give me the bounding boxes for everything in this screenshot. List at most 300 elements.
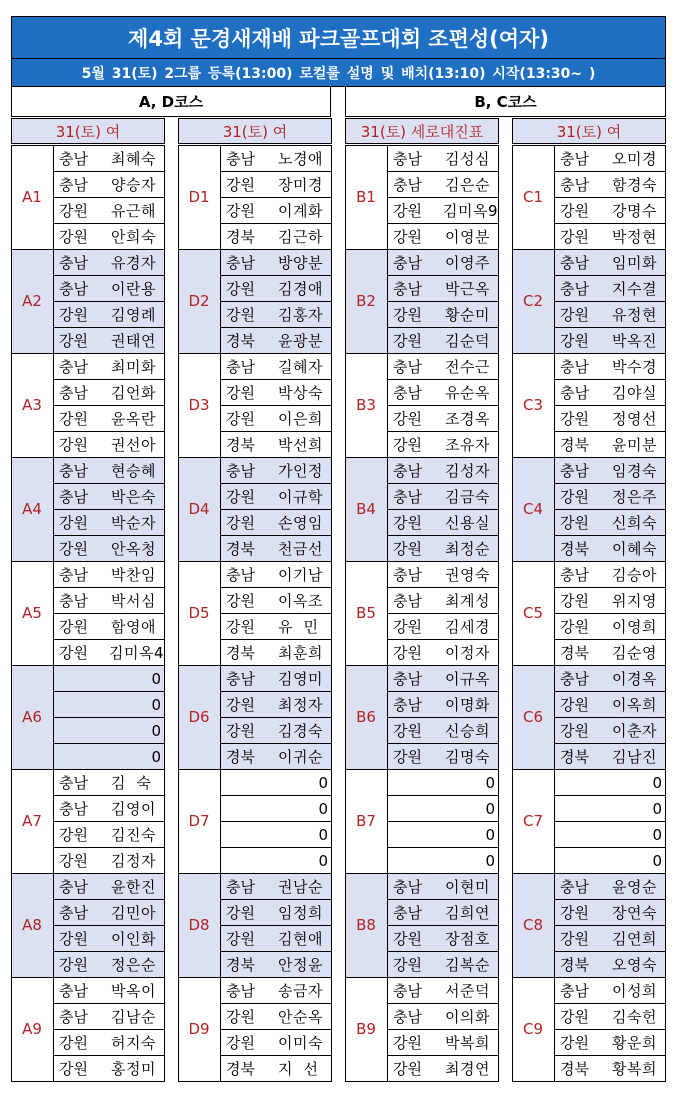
player-region: 강원: [560, 488, 589, 506]
player-cell[interactable]: [53, 275, 165, 302]
player-cell[interactable]: [220, 379, 332, 406]
player-cell[interactable]: [220, 249, 332, 276]
player-region: 강원: [560, 618, 589, 636]
player-cell[interactable]: [554, 1003, 666, 1030]
player-name: 김희연: [445, 904, 490, 922]
player-name: 박찬임: [111, 566, 156, 584]
player-cell[interactable]: [554, 405, 666, 432]
player-cell[interactable]: [220, 977, 332, 1004]
player-name: 김근하: [278, 228, 323, 246]
page-title: 제4회 문경새재배 파크골프대회 조편성(여자): [11, 16, 666, 59]
group-label: C2: [522, 292, 544, 310]
player-name: 신용실: [445, 514, 490, 532]
player-region: 충남: [59, 904, 88, 922]
player-cell[interactable]: [387, 457, 499, 484]
player-region: 충남: [59, 462, 88, 480]
player-cell[interactable]: [53, 795, 165, 822]
player-name: 강명수: [612, 202, 657, 220]
group-label: B7: [356, 812, 376, 830]
player-name: 안순옥: [278, 1008, 323, 1026]
player-region: 강원: [226, 696, 255, 714]
player-cell[interactable]: [387, 899, 499, 926]
player-region: 강원: [226, 722, 255, 740]
player-cell[interactable]: [554, 483, 666, 510]
player-region: 충남: [226, 150, 255, 168]
player-region: 충남: [393, 280, 422, 298]
player-name: 황운희: [612, 1034, 657, 1052]
player-cell[interactable]: [220, 509, 332, 536]
player-cell[interactable]: [53, 483, 165, 510]
player-cell[interactable]: [387, 951, 499, 978]
player-cell[interactable]: [387, 275, 499, 302]
player-name: 윤한진: [111, 878, 156, 896]
player-region: 강원: [59, 410, 88, 428]
player-region: 충남: [560, 150, 589, 168]
player-cell[interactable]: [387, 223, 499, 250]
player-cell[interactable]: [220, 145, 332, 172]
player-region: 충남: [393, 176, 422, 194]
player-cell[interactable]: [53, 561, 165, 588]
player-cell[interactable]: [220, 899, 332, 926]
player-cell[interactable]: [554, 561, 666, 588]
player-cell[interactable]: [220, 743, 332, 770]
player-name: 김야실: [612, 384, 657, 402]
player-region: 강원: [560, 1034, 589, 1052]
player-name: 이영분: [445, 228, 490, 246]
player-region: 강원: [393, 618, 422, 636]
player-name: 안정윤: [278, 956, 323, 974]
player-cell[interactable]: [53, 613, 165, 640]
player-cell[interactable]: [53, 145, 165, 172]
player-name: 황순미: [445, 306, 490, 324]
player-cell[interactable]: [53, 639, 165, 666]
player-cell[interactable]: [53, 951, 165, 978]
player-region: 강원: [560, 410, 589, 428]
player-region: 충남: [560, 280, 589, 298]
player-region: 충남: [393, 878, 422, 896]
player-name: 권영숙: [445, 566, 490, 584]
player-cell[interactable]: [53, 535, 165, 562]
player-cell[interactable]: [554, 665, 666, 692]
player-name: 김남순: [111, 1008, 156, 1026]
group-label: D3: [188, 396, 210, 414]
player-region: 경북: [226, 748, 255, 766]
player-cell[interactable]: [220, 405, 332, 432]
player-cell[interactable]: [387, 691, 499, 718]
player-cell[interactable]: [387, 301, 499, 328]
player-cell[interactable]: [53, 587, 165, 614]
player-cell[interactable]: [53, 509, 165, 536]
player-cell[interactable]: [387, 431, 499, 458]
player-cell[interactable]: [220, 587, 332, 614]
empty-slot-value: 0: [151, 747, 161, 766]
player-region: 강원: [59, 644, 88, 662]
group-label: C5: [522, 604, 544, 622]
player-name: 유정현: [612, 306, 657, 324]
player-name: 김순영: [612, 644, 657, 662]
player-cell[interactable]: [220, 1055, 332, 1082]
player-cell[interactable]: [53, 353, 165, 380]
group-label: D4: [188, 500, 210, 518]
player-region: 강원: [226, 930, 255, 948]
player-name: 김금숙: [445, 488, 490, 506]
player-region: 강원: [393, 332, 422, 350]
player-cell[interactable]: [53, 743, 165, 770]
player-cell[interactable]: [53, 769, 165, 796]
player-cell[interactable]: [554, 431, 666, 458]
player-cell[interactable]: [554, 639, 666, 666]
player-region: 경북: [226, 540, 255, 558]
player-region: 강원: [393, 722, 422, 740]
player-region: 경북: [226, 436, 255, 454]
player-region: 강원: [226, 514, 255, 532]
player-name: 박수경: [612, 358, 657, 376]
player-name: 서준덕: [445, 982, 490, 1000]
player-cell[interactable]: [387, 535, 499, 562]
player-name: 김연희: [612, 930, 657, 948]
player-cell[interactable]: [554, 587, 666, 614]
player-cell[interactable]: [554, 457, 666, 484]
player-region: 강원: [226, 618, 255, 636]
player-name: 김성심: [445, 150, 490, 168]
player-cell[interactable]: [387, 587, 499, 614]
player-region: 강원: [59, 332, 88, 350]
player-cell[interactable]: [554, 691, 666, 718]
group-label: B3: [356, 396, 376, 414]
player-cell[interactable]: [554, 301, 666, 328]
player-name: 김 숙: [111, 774, 152, 792]
player-name: 이규학: [278, 488, 323, 506]
player-region: 강원: [226, 1008, 255, 1026]
player-cell[interactable]: [53, 379, 165, 406]
player-cell[interactable]: [387, 1003, 499, 1030]
player-region: 경북: [226, 228, 255, 246]
player-cell[interactable]: [53, 717, 165, 744]
player-cell[interactable]: [554, 1055, 666, 1082]
player-cell[interactable]: [387, 847, 499, 874]
player-cell[interactable]: [554, 223, 666, 250]
empty-slot-value: 0: [485, 799, 495, 818]
player-name: 이영희: [612, 618, 657, 636]
player-cell[interactable]: [387, 795, 499, 822]
group-label: A3: [22, 396, 42, 414]
player-name: 신승희: [445, 722, 490, 740]
player-cell[interactable]: [387, 873, 499, 900]
player-cell[interactable]: [554, 171, 666, 198]
player-cell[interactable]: [387, 171, 499, 198]
player-region: 충남: [59, 1008, 88, 1026]
player-name: 권선아: [111, 436, 156, 454]
player-cell[interactable]: [220, 769, 332, 796]
player-name: 이은희: [278, 410, 323, 428]
player-cell[interactable]: [53, 821, 165, 848]
column-header: 31(토) 세로대진표: [345, 118, 499, 144]
player-cell[interactable]: [53, 223, 165, 250]
player-cell[interactable]: [387, 665, 499, 692]
empty-slot-value: 0: [151, 721, 161, 740]
player-name: 홍정미: [111, 1060, 156, 1078]
player-name: 김복순: [445, 956, 490, 974]
player-cell[interactable]: [53, 847, 165, 874]
player-cell[interactable]: [554, 795, 666, 822]
player-cell[interactable]: [53, 665, 165, 692]
player-region: 충남: [59, 774, 88, 792]
player-cell[interactable]: [220, 301, 332, 328]
player-cell[interactable]: [387, 743, 499, 770]
empty-slot-value: 0: [652, 851, 662, 870]
player-cell[interactable]: [554, 145, 666, 172]
player-cell[interactable]: [554, 249, 666, 276]
player-cell[interactable]: [387, 1029, 499, 1056]
player-cell[interactable]: [220, 951, 332, 978]
player-name: 최훈희: [278, 644, 323, 662]
group-label: D8: [188, 916, 210, 934]
player-name: 김숙헌: [612, 1008, 657, 1026]
course-bc-header: B, C코스: [345, 87, 666, 117]
player-cell[interactable]: [220, 483, 332, 510]
player-region: 충남: [226, 670, 255, 688]
player-cell[interactable]: [387, 639, 499, 666]
player-region: 강원: [226, 410, 255, 428]
player-cell[interactable]: [387, 327, 499, 354]
player-region: 강원: [393, 748, 422, 766]
player-cell[interactable]: [554, 743, 666, 770]
player-name: 김명숙: [445, 748, 490, 766]
player-cell[interactable]: [387, 717, 499, 744]
player-cell[interactable]: [554, 899, 666, 926]
player-name: 이규옥: [445, 670, 490, 688]
player-name: 이현미: [445, 878, 490, 896]
player-cell[interactable]: [53, 873, 165, 900]
player-cell[interactable]: [554, 353, 666, 380]
player-region: 충남: [59, 358, 88, 376]
player-name: 이의화: [445, 1008, 490, 1026]
player-cell[interactable]: [387, 249, 499, 276]
player-region: 강원: [560, 722, 589, 740]
player-name: 이란용: [111, 280, 156, 298]
player-region: 충남: [560, 254, 589, 272]
player-cell[interactable]: [554, 821, 666, 848]
player-name: 정은주: [612, 488, 657, 506]
empty-slot-value: 0: [652, 799, 662, 818]
group-label: D7: [188, 812, 210, 830]
player-cell[interactable]: [53, 899, 165, 926]
player-name: 함경숙: [612, 176, 657, 194]
player-region: 강원: [226, 306, 255, 324]
player-cell[interactable]: [387, 379, 499, 406]
player-name: 정영선: [612, 410, 657, 428]
player-cell[interactable]: [53, 977, 165, 1004]
player-cell[interactable]: [387, 483, 499, 510]
player-cell[interactable]: [220, 613, 332, 640]
player-cell[interactable]: [220, 197, 332, 224]
player-region: 강원: [560, 514, 589, 532]
empty-slot-value: 0: [485, 825, 495, 844]
player-cell[interactable]: [554, 509, 666, 536]
player-cell[interactable]: [220, 561, 332, 588]
player-name: 가인정: [278, 462, 323, 480]
player-name: 이기남: [278, 566, 323, 584]
player-cell[interactable]: [220, 691, 332, 718]
player-name: 이명화: [445, 696, 490, 714]
player-cell[interactable]: [387, 925, 499, 952]
player-cell[interactable]: [554, 717, 666, 744]
player-cell[interactable]: [220, 327, 332, 354]
player-cell[interactable]: [220, 665, 332, 692]
player-cell[interactable]: [53, 1029, 165, 1056]
player-cell[interactable]: [554, 1029, 666, 1056]
player-cell[interactable]: [387, 613, 499, 640]
player-cell[interactable]: [53, 691, 165, 718]
player-cell[interactable]: [387, 353, 499, 380]
player-cell[interactable]: [53, 301, 165, 328]
player-name: 장미경: [278, 176, 323, 194]
player-region: 충남: [59, 878, 88, 896]
course-ad-header: A, D코스: [11, 87, 331, 117]
player-cell[interactable]: [220, 1029, 332, 1056]
player-name: 오영숙: [612, 956, 657, 974]
column-header: 31(토) 여: [178, 118, 332, 144]
player-cell[interactable]: [387, 1055, 499, 1082]
player-region: 충남: [560, 384, 589, 402]
player-region: 강원: [560, 904, 589, 922]
player-name: 양승자: [111, 176, 156, 194]
player-cell[interactable]: [220, 639, 332, 666]
group-label: D2: [188, 292, 210, 310]
player-cell[interactable]: [53, 457, 165, 484]
group-label: B2: [356, 292, 376, 310]
player-name: 김영례: [111, 306, 156, 324]
player-cell[interactable]: [220, 223, 332, 250]
player-cell[interactable]: [554, 197, 666, 224]
player-cell[interactable]: [387, 197, 499, 224]
player-region: 충남: [560, 358, 589, 376]
player-name: 박순자: [111, 514, 156, 532]
player-cell[interactable]: [220, 873, 332, 900]
player-cell[interactable]: [53, 431, 165, 458]
player-cell[interactable]: [220, 925, 332, 952]
player-name: 박서심: [111, 592, 156, 610]
player-name: 이옥조: [278, 592, 323, 610]
group-label: A8: [22, 916, 42, 934]
player-name: 김세경: [445, 618, 490, 636]
player-cell[interactable]: [220, 821, 332, 848]
player-name: 신희숙: [612, 514, 657, 532]
player-cell[interactable]: [554, 925, 666, 952]
player-name: 임경숙: [612, 462, 657, 480]
player-cell[interactable]: [220, 171, 332, 198]
player-region: 충남: [560, 670, 589, 688]
player-cell[interactable]: [554, 613, 666, 640]
player-cell[interactable]: [554, 275, 666, 302]
player-cell[interactable]: [53, 249, 165, 276]
player-cell[interactable]: [53, 1003, 165, 1030]
player-name: 김남진: [612, 748, 657, 766]
player-cell[interactable]: [53, 197, 165, 224]
player-cell[interactable]: [220, 795, 332, 822]
player-cell[interactable]: [387, 561, 499, 588]
player-cell[interactable]: [554, 951, 666, 978]
player-name: 윤옥란: [111, 410, 156, 428]
player-region: 강원: [560, 930, 589, 948]
player-cell[interactable]: [220, 717, 332, 744]
player-cell[interactable]: [220, 275, 332, 302]
player-region: 충남: [393, 592, 422, 610]
player-region: 강원: [59, 956, 88, 974]
player-region: 경북: [226, 644, 255, 662]
group-label: B5: [356, 604, 376, 622]
player-name: 이옥희: [612, 696, 657, 714]
player-cell[interactable]: [554, 535, 666, 562]
player-cell[interactable]: [387, 509, 499, 536]
player-cell[interactable]: [387, 769, 499, 796]
player-region: 충남: [393, 358, 422, 376]
player-cell[interactable]: [53, 171, 165, 198]
player-region: 충남: [59, 280, 88, 298]
player-cell[interactable]: [220, 847, 332, 874]
column-header: 31(토) 여: [11, 118, 165, 144]
player-name: 박상숙: [278, 384, 323, 402]
player-region: 강원: [393, 644, 422, 662]
player-region: 강원: [226, 488, 255, 506]
player-cell[interactable]: [53, 925, 165, 952]
player-region: 충남: [393, 462, 422, 480]
player-region: 강원: [393, 436, 422, 454]
player-region: 충남: [59, 566, 88, 584]
player-cell[interactable]: [220, 353, 332, 380]
player-region: 강원: [59, 202, 88, 220]
player-cell[interactable]: [53, 327, 165, 354]
player-cell[interactable]: [554, 873, 666, 900]
player-region: 강원: [59, 228, 88, 246]
player-cell[interactable]: [387, 977, 499, 1004]
empty-slot-value: 0: [485, 773, 495, 792]
player-region: 충남: [393, 384, 422, 402]
player-name: 지수결: [612, 280, 657, 298]
player-cell[interactable]: [554, 977, 666, 1004]
player-cell[interactable]: [387, 405, 499, 432]
player-name: 길혜자: [278, 358, 323, 376]
group-label: A1: [22, 188, 42, 206]
player-cell[interactable]: [53, 405, 165, 432]
player-name: 권남순: [278, 878, 323, 896]
player-region: 강원: [226, 1034, 255, 1052]
player-name: 이혜숙: [612, 540, 657, 558]
player-region: 충남: [226, 254, 255, 272]
player-cell[interactable]: [220, 1003, 332, 1030]
player-name: 오미경: [612, 150, 657, 168]
player-cell[interactable]: [554, 769, 666, 796]
player-cell[interactable]: [387, 821, 499, 848]
player-cell[interactable]: [220, 535, 332, 562]
player-cell[interactable]: [220, 431, 332, 458]
player-name: 박선희: [278, 436, 323, 454]
player-cell[interactable]: [53, 1055, 165, 1082]
player-region: 충남: [393, 566, 422, 584]
player-region: 강원: [226, 904, 255, 922]
player-cell[interactable]: [554, 327, 666, 354]
player-cell[interactable]: [554, 379, 666, 406]
empty-slot-value: 0: [652, 773, 662, 792]
player-cell[interactable]: [554, 847, 666, 874]
player-name: 박정현: [612, 228, 657, 246]
player-cell[interactable]: [387, 145, 499, 172]
player-region: 충남: [560, 566, 589, 584]
player-cell[interactable]: [220, 457, 332, 484]
player-name: 박옥이: [111, 982, 156, 1000]
player-name: 김순덕: [445, 332, 490, 350]
player-region: 강원: [59, 618, 88, 636]
